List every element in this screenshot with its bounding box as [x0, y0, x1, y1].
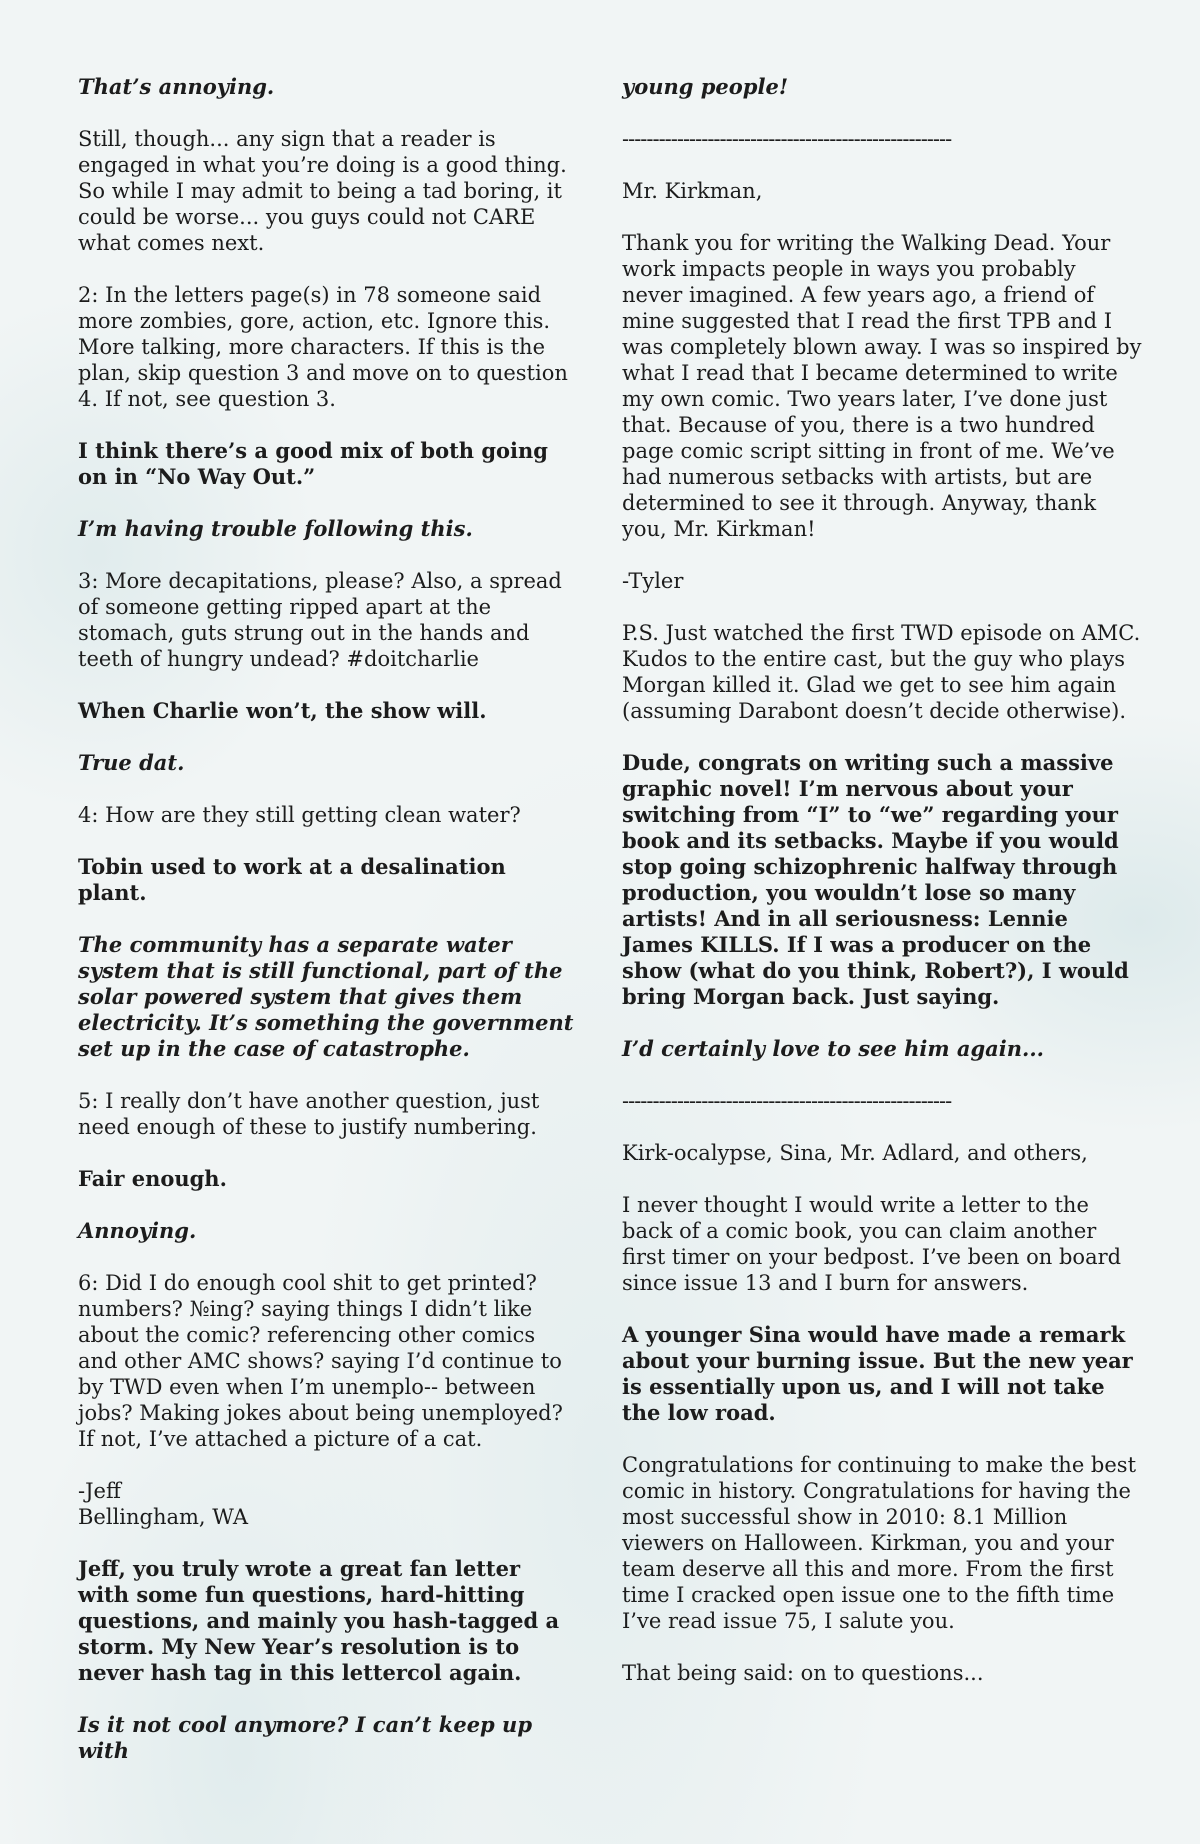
right-column-letter-paragraph: Kirk-ocalypse, Sina, Mr. Adlard, and others, — [622, 1141, 1088, 1165]
right-column-divider-paragraph: ------------------------------------------------------ — [622, 127, 952, 151]
left-column-reply-paragraph: I think there’s a good mix of both going on in “No Way Out.” — [78, 438, 548, 489]
right-column-letter-paragraph: That being said: on to questions... — [622, 1661, 984, 1685]
right-column-reply-paragraph: A younger Sina would have made a remark about your burning issue. But the new year is essentially upon us, and I will not take the low road. — [622, 1322, 1133, 1425]
right-column-reply-paragraph: Dude, congrats on writing such a massive graphic novel! I’m nervous about your switching from “I” to “we” regarding your book and its setbacks. Maybe if you would stop going schizophrenic halfway through production, you wouldn’t lose so many artists! And in all seriousness: Lennie James KILLS. If I was a producer on the show (what do you think, Robert?), I would bring Morgan back. Just saying. — [622, 750, 1129, 1009]
right-column-letter-paragraph: Mr. Kirkman, — [622, 179, 763, 203]
left-column-reply-paragraph: Tobin used to work at a desalination plant. — [78, 854, 506, 905]
left-column-signature-paragraph: -Jeff — [78, 1479, 121, 1503]
right-column-editor-paragraph: I’d certainly love to see him again... — [622, 1036, 1044, 1061]
right-column-letter-paragraph: I never thought I would write a letter to the back of a comic book, you can claim another first timer on your bedpost. I’ve been on board since issue 13 and I burn for answers. — [622, 1193, 1122, 1295]
right-column-divider-paragraph: ------------------------------------------------------ — [622, 1089, 952, 1113]
left-column-editor-paragraph: I’m having trouble following this. — [78, 516, 473, 541]
right-column-letter-paragraph: Congratulations for continuing to make the best comic in history. Congratulations for having the most successful show in 2010: 8.1 Million viewers on Halloween. Kirkman, you and your team deserve all this and more. From the first time I cracked open issue one to the fifth time I’ve read issue 75, I salute you. — [622, 1453, 1137, 1633]
left-column-letter-paragraph: 3: More decapitations, please? Also, a spread of someone getting ripped apart at the stomach, guts strung out in the hands and teeth of hungry undead? #doitcharlie — [78, 569, 562, 671]
left-column-letter-paragraph: 6: Did I do enough cool shit to get printed? numbers? №ing? saying things I didn’t like about the comic? referencing other comics and other AMC shows? saying I’d continue to by TWD even when I’m unemplo-- between jobs? Making jokes about being unemployed? If not, I’ve attached a picture of a cat. — [78, 1271, 563, 1451]
left-column — [78, 74, 578, 1790]
left-column-letter-paragraph: Still, though... any sign that a reader is engaged in what you’re doing is a good thing. So while I may admit to being a tad boring, it could be worse... you guys could not CARE what comes next. — [78, 127, 567, 255]
left-column-letter-paragraph: 2: In the letters page(s) in 78 someone said more zombies, gore, action, etc. Ignore this. More talking, more characters. If this is the plan, skip question 3 and move on to question 4. If not, see question 3. — [78, 283, 568, 411]
right-column-letter-paragraph: Thank you for writing the Walking Dead. Your work impacts people in ways you probably never imagined. A few years ago, a friend of mine suggested that I read the first TPB and I was completely blown away. I was so inspired by what I read that I became determined to write my own comic. Two years later, I’ve done just that. Because of you, there is a two hundred page comic script sitting in front of me. We’ve had numerous setbacks with artists, but are determined to see it through. Anyway, thank you, Mr. Kirkman! — [622, 231, 1142, 541]
right-column — [622, 74, 1142, 1712]
right-column-editor-paragraph: young people! — [622, 74, 789, 99]
left-column-editor-paragraph: Is it not cool anymore? I can’t keep up with — [78, 1712, 533, 1763]
left-column-editor-paragraph: The community has a separate water system that is still functional, part of the solar powered system that gives them electricity. It’s something the government set up in the case of catastrophe. — [78, 932, 574, 1061]
left-column-editor-paragraph: Annoying. — [78, 1218, 197, 1243]
left-column-letter-paragraph: 4: How are they still getting clean water? — [78, 803, 521, 827]
left-column-reply-paragraph: When Charlie won’t, the show will. — [78, 698, 487, 723]
left-column-editor-paragraph: True dat. — [78, 750, 185, 775]
left-column-editor-paragraph: That’s annoying. — [78, 74, 275, 99]
right-column-letter-paragraph: -Tyler — [622, 569, 684, 593]
left-column-letter-paragraph: 5: I really don’t have another question, just need enough of these to justify numbering. — [78, 1089, 540, 1139]
left-column-reply-paragraph: Fair enough. — [78, 1166, 227, 1191]
right-column-letter-paragraph: P.S. Just watched the first TWD episode on AMC. Kudos to the entire cast, but the guy who plays Morgan killed it. Glad we get to see him again (assuming Darabont doesn’t decide otherwise). — [622, 621, 1141, 723]
left-column-reply-paragraph: Jeff, you truly wrote a great fan letter with some fun questions, hard-hitting questions, and mainly you hash-tagged a storm. My New Year’s resolution is to never hash tag in this lettercol again. — [78, 1556, 560, 1685]
left-column-letter-paragraph: Bellingham, WA — [78, 1505, 248, 1529]
